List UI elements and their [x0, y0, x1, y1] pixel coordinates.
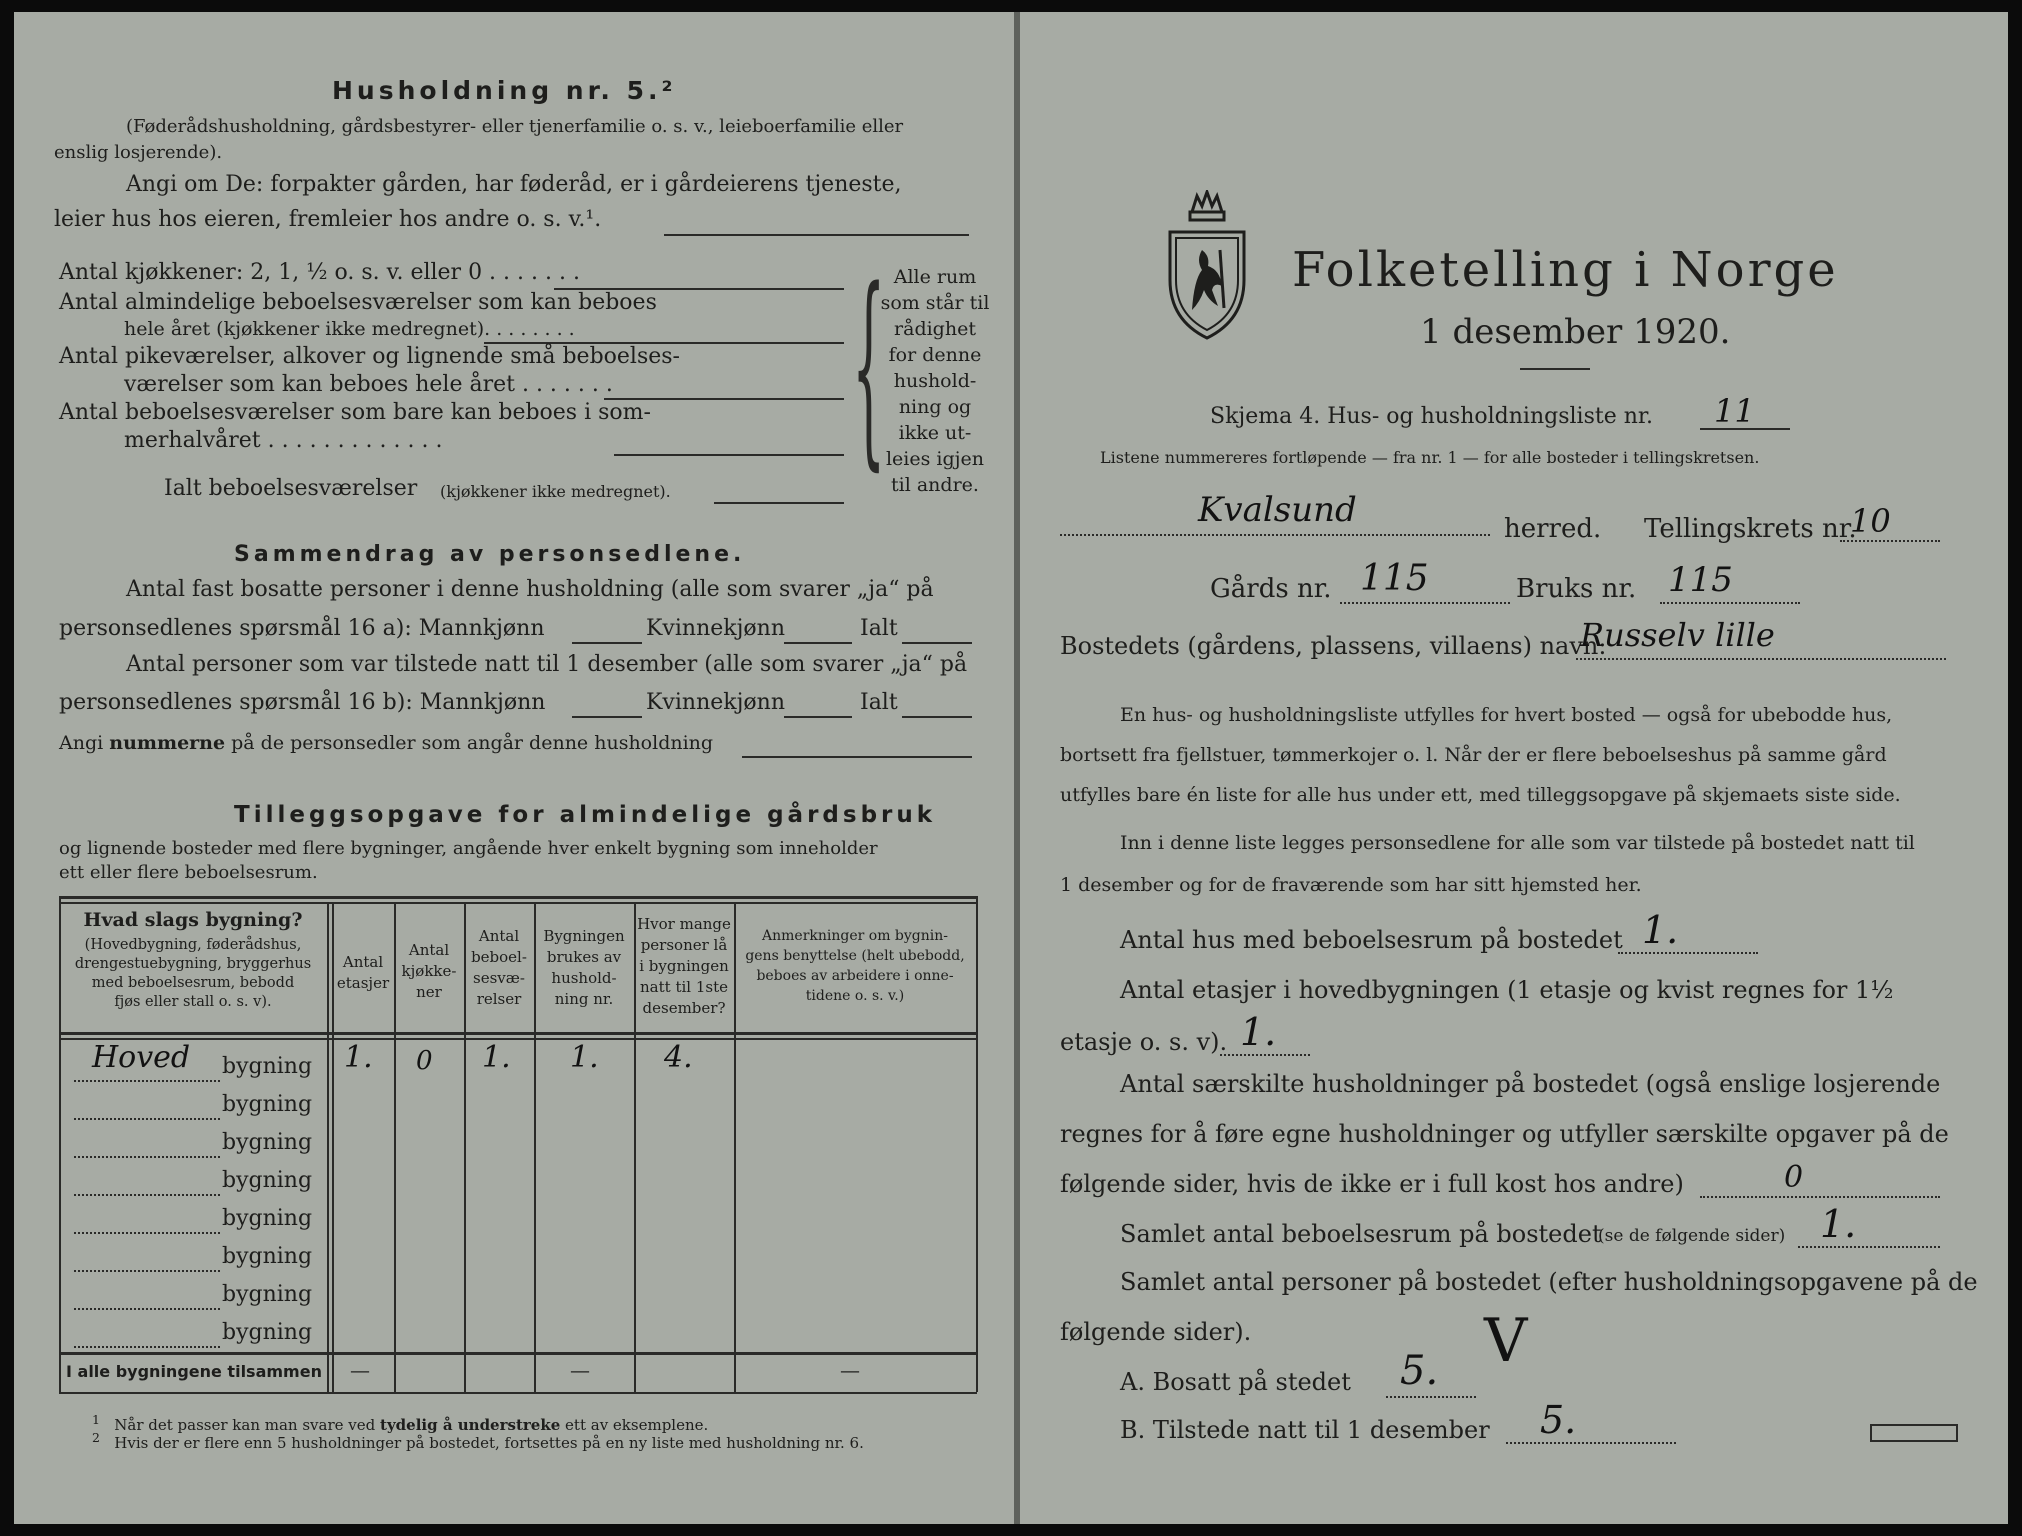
household-intro-2: enslig losjerende). — [54, 142, 223, 163]
hus-label: Antal hus med beboelsesrum på bostedet — [1120, 926, 1623, 954]
rum-label: Samlet antal beboelsesrum på bostedet — [1120, 1220, 1602, 1248]
bosted-value: Russelv lille — [1580, 616, 1775, 654]
hus-value: 1. — [1642, 908, 1679, 952]
listene-note: Listene nummereres fortløpende — fra nr. 1 — for alle bosteder i tellingskretsen. — [1100, 448, 1760, 467]
etasjer-line — [1220, 1054, 1310, 1056]
kvinne-1-label: Kvinnekjønn — [646, 616, 785, 641]
sers-2: regnes for å føre egne husholdninger og utfyller særskilte opgaver på de — [1060, 1120, 1949, 1148]
col-rum-head: Antal beboel- sesvæ- relser — [471, 927, 527, 1008]
brace: { — [852, 244, 886, 489]
row-suffix: bygning — [222, 1282, 313, 1307]
total-dash: — — [840, 1358, 860, 1382]
bruks-label: Bruks nr. — [1516, 574, 1637, 604]
etasjer-label-1: Antal etasjer i hovedbygningen (1 etasje og kvist regnes for 1½ — [1120, 976, 1894, 1004]
row-dotted — [74, 1080, 220, 1082]
brace-note-line: rådighet — [894, 318, 976, 340]
kvinne-2-line — [784, 716, 852, 718]
footnote-1-bold: tydelig å understreke — [380, 1416, 561, 1434]
ialt-2-label: Ialt — [860, 690, 898, 715]
row1-personer-value: 4. — [664, 1040, 693, 1075]
summary-heading: Sammendrag av personsedlene. — [234, 542, 746, 567]
kvinne-2-label: Kvinnekjønn — [646, 690, 785, 715]
brace-note-line: til andre. — [891, 474, 979, 496]
total-dash: — — [350, 1358, 370, 1382]
brace-note-line: hushold- — [893, 370, 977, 392]
angi-line-1: Angi om De: forpakter gården, har føderåd, er i gårdeierens tjeneste, — [126, 172, 902, 197]
kvinne-1-line — [784, 642, 852, 644]
ialt-rooms-label: Ialt beboelsesværelser — [164, 476, 418, 501]
summer-rooms-line — [614, 454, 844, 456]
b-line — [1506, 1442, 1676, 1444]
a-value: 5. — [1400, 1348, 1439, 1394]
addendum-heading: Tilleggsopgave for almindelige gårdsbruk — [234, 802, 937, 828]
angi-answer-line — [664, 234, 969, 236]
bruks-line — [1660, 602, 1800, 604]
numbers-post: på de personsedler som angår denne husholdning — [231, 732, 714, 754]
para-4: Inn i denne liste legges personsedlene for alle som var tilstede på bostedet natt til — [1120, 832, 1915, 854]
row-dotted — [74, 1346, 220, 1348]
footnote-1-pre: Når det passer kan man svare ved — [114, 1416, 376, 1434]
pers-2: følgende sider). — [1060, 1318, 1252, 1346]
household-title: Husholdning nr. 5.² — [332, 76, 677, 105]
row1-etasjer-value: 1. — [344, 1040, 373, 1075]
rooms-label-1: Antal almindelige beboelsesværelser som kan beboes — [59, 290, 657, 315]
col-hushold-head: Bygningen brukes av hushold- ning nr. — [543, 927, 625, 1008]
brace-note-line: ning og — [898, 396, 972, 418]
row-suffix: bygning — [222, 1206, 313, 1231]
mann-2-line — [572, 716, 642, 718]
summary-2a: Antal personer som var tilstede natt til 1 desember (alle som svarer „ja“ på — [126, 652, 968, 677]
gards-value: 115 — [1360, 558, 1429, 599]
row-dotted — [74, 1194, 220, 1196]
census-title: Folketelling i Norge — [1292, 242, 1839, 298]
brace-note-line: ikke ut- — [898, 422, 972, 444]
a-line — [1386, 1396, 1476, 1398]
col-kjokkener-head: Antal kjøkke- ner — [401, 941, 457, 1001]
fn-mark: 1 — [92, 1412, 100, 1427]
herred-value: Kvalsund — [1198, 490, 1357, 530]
para-1: En hus- og husholdningsliste utfylles for hvert bosted — også for ubebodde hus, — [1120, 704, 1893, 726]
para-3: utfylles bare én liste for alle hus under ett, med tilleggsopgave på skjemaets siste side. — [1060, 784, 1901, 806]
addendum-line-1: og lignende bosteder med flere bygninger, angående hver enkelt bygning som inneholder — [59, 838, 878, 859]
mann-1-line — [572, 642, 642, 644]
row-dotted — [74, 1270, 220, 1272]
row1-hushold-value: 1. — [570, 1040, 599, 1075]
bosted-line — [1576, 658, 1946, 660]
col-type-head: Hvad slags bygning? — [83, 909, 303, 931]
gards-line — [1340, 602, 1510, 604]
sers-3: følgende sider, hvis de ikke er i full kost hos andre) — [1060, 1170, 1684, 1198]
small-rooms-label-1: Antal pikeværelser, alkover og lignende små beboelses- — [59, 344, 680, 369]
herred-line — [1060, 534, 1490, 536]
col-personer-head: Hvor mange personer lå i bygningen natt til 1ste desember? — [637, 915, 731, 1017]
col-anmerkninger-head: Anmerkninger om bygnin- gens benyttelse (helt ubebodd, beboes av arbeidere i onne- tidene o. s. v.) — [745, 928, 965, 1004]
row-suffix: bygning — [222, 1244, 313, 1269]
ialt-rooms-line — [714, 502, 844, 504]
row-suffix: bygning — [222, 1054, 313, 1079]
a-label: A. Bosatt på stedet — [1120, 1368, 1351, 1396]
brace-note-line: som står til — [880, 292, 990, 314]
row-suffix: bygning — [222, 1130, 313, 1155]
small-rooms-label-2: værelser som kan beboes hele året . . . . . . . — [124, 372, 613, 397]
row1-kjokkener-value: 0 — [416, 1046, 433, 1076]
pers-1: Samlet antal personer på bostedet (efter husholdningsopgavene på de — [1120, 1268, 1978, 1296]
b-value: 5. — [1540, 1398, 1577, 1442]
summer-rooms-label-2: merhalvåret . . . . . . . . . . . . . — [124, 428, 443, 453]
brace-note — [880, 264, 990, 498]
krets-line — [1840, 540, 1940, 542]
rooms-label-2: hele året (kjøkkener ikke medregnet). . . . . . . . — [124, 318, 575, 340]
krets-value: 10 — [1850, 502, 1891, 540]
row-suffix: bygning — [222, 1168, 313, 1193]
brace-note-line: Alle rum — [893, 266, 977, 288]
row-dotted — [74, 1308, 220, 1310]
angi-line-2: leier hus hos eieren, fremleier hos andre o. s. v.¹. — [54, 207, 602, 232]
etasjer-label-2: etasje o. s. v). — [1060, 1028, 1228, 1056]
para-2: bortsett fra fjellstuer, tømmerkojer o. l. Når der er flere beboelseshus på samme gård — [1060, 744, 1887, 766]
numbers-line — [59, 732, 713, 754]
liste-nr-value: 11 — [1714, 392, 1755, 430]
ialt-2-line — [902, 716, 972, 718]
footnote-1-post: ett av eksemplene. — [565, 1416, 709, 1434]
footnote-2 — [92, 1430, 864, 1452]
sers-value: 0 — [1784, 1160, 1804, 1195]
etasjer-value: 1. — [1240, 1010, 1277, 1054]
hus-line — [1618, 952, 1758, 954]
skjema-label: Skjema 4. Hus- og husholdningsliste nr. — [1210, 404, 1653, 429]
total-dash: — — [570, 1358, 590, 1382]
rum-line — [1798, 1246, 1940, 1248]
brace-note-line: leies igjen — [885, 448, 985, 470]
title-rule — [1520, 368, 1590, 370]
fn-mark: 2 — [92, 1430, 100, 1445]
addendum-line-2: ett eller flere beboelsesrum. — [59, 862, 318, 883]
brace-note-line: for denne — [888, 344, 982, 366]
ialt-1-line — [902, 642, 972, 644]
row-dotted — [74, 1118, 220, 1120]
numbers-line-blank — [742, 756, 972, 758]
sers-line — [1700, 1196, 1940, 1198]
summary-1a: Antal fast bosatte personer i denne husholdning (alle som svarer „ja“ på — [126, 577, 934, 602]
right-page — [1020, 12, 2008, 1524]
col-type-sub: (Hovedbygning, føderådshus, drengestuebygning, bryggerhus med beboelsesrum, bebodd fjøs eller stall o. s. v). — [74, 937, 312, 1010]
herred-label: herred. — [1504, 514, 1602, 544]
census-date: 1 desember 1920. — [1420, 312, 1731, 352]
left-page — [14, 12, 1014, 1524]
summary-2b: personsedlenes spørsmål 16 b): Mannkjønn — [59, 690, 546, 715]
summer-rooms-label-1: Antal beboelsesværelser som bare kan beboes i som- — [59, 400, 651, 425]
kitchens-label: Antal kjøkkener: 2, 1, ½ o. s. v. eller 0 . . . . . . . — [59, 260, 580, 285]
row-suffix: bygning — [222, 1092, 313, 1117]
bosted-label: Bostedets (gårdens, plassens, villaens) navn: — [1060, 632, 1607, 660]
rum-value: 1. — [1820, 1202, 1857, 1246]
row-dotted — [74, 1156, 220, 1158]
check-mark: V — [1484, 1306, 1528, 1376]
coat-of-arms-icon — [1162, 190, 1252, 340]
printer-stamp-icon — [1870, 1424, 1958, 1442]
summary-1b: personsedlenes spørsmål 16 a): Mannkjønn — [59, 616, 545, 641]
total-label: I alle bygningene tilsammen — [66, 1362, 322, 1381]
row1-rum-value: 1. — [482, 1040, 511, 1075]
krets-label: Tellingskrets nr. — [1644, 514, 1857, 544]
numbers-bold: nummerne — [109, 732, 226, 754]
numbers-pre: Angi — [59, 732, 104, 754]
ialt-rooms-note: (kjøkkener ikke medregnet). — [440, 482, 671, 501]
rum-note: (se de følgende sider) — [1598, 1226, 1786, 1246]
footnote-2-text: Hvis der er flere enn 5 husholdninger på bostedet, fortsettes på en ny liste med husholdning nr. 6. — [114, 1434, 864, 1452]
gards-label: Gårds nr. — [1210, 574, 1332, 604]
household-intro-1: (Føderådshusholdning, gårdsbestyrer- eller tjenerfamilie o. s. v., leieboerfamilie eller — [126, 116, 904, 137]
bruks-value: 115 — [1668, 560, 1733, 600]
para-5: 1 desember og for de fraværende som har sitt hjemsted her. — [1060, 874, 1642, 896]
b-label: B. Tilstede natt til 1 desember — [1120, 1416, 1490, 1444]
ialt-1-label: Ialt — [860, 616, 898, 641]
row-dotted — [74, 1232, 220, 1234]
sers-1: Antal særskilte husholdninger på bostedet (også enslige losjerende — [1120, 1070, 1941, 1098]
col-etasjer-head: Antal etasjer — [336, 953, 390, 992]
row-suffix: bygning — [222, 1320, 313, 1345]
row1-type-value: Hoved — [92, 1040, 191, 1075]
